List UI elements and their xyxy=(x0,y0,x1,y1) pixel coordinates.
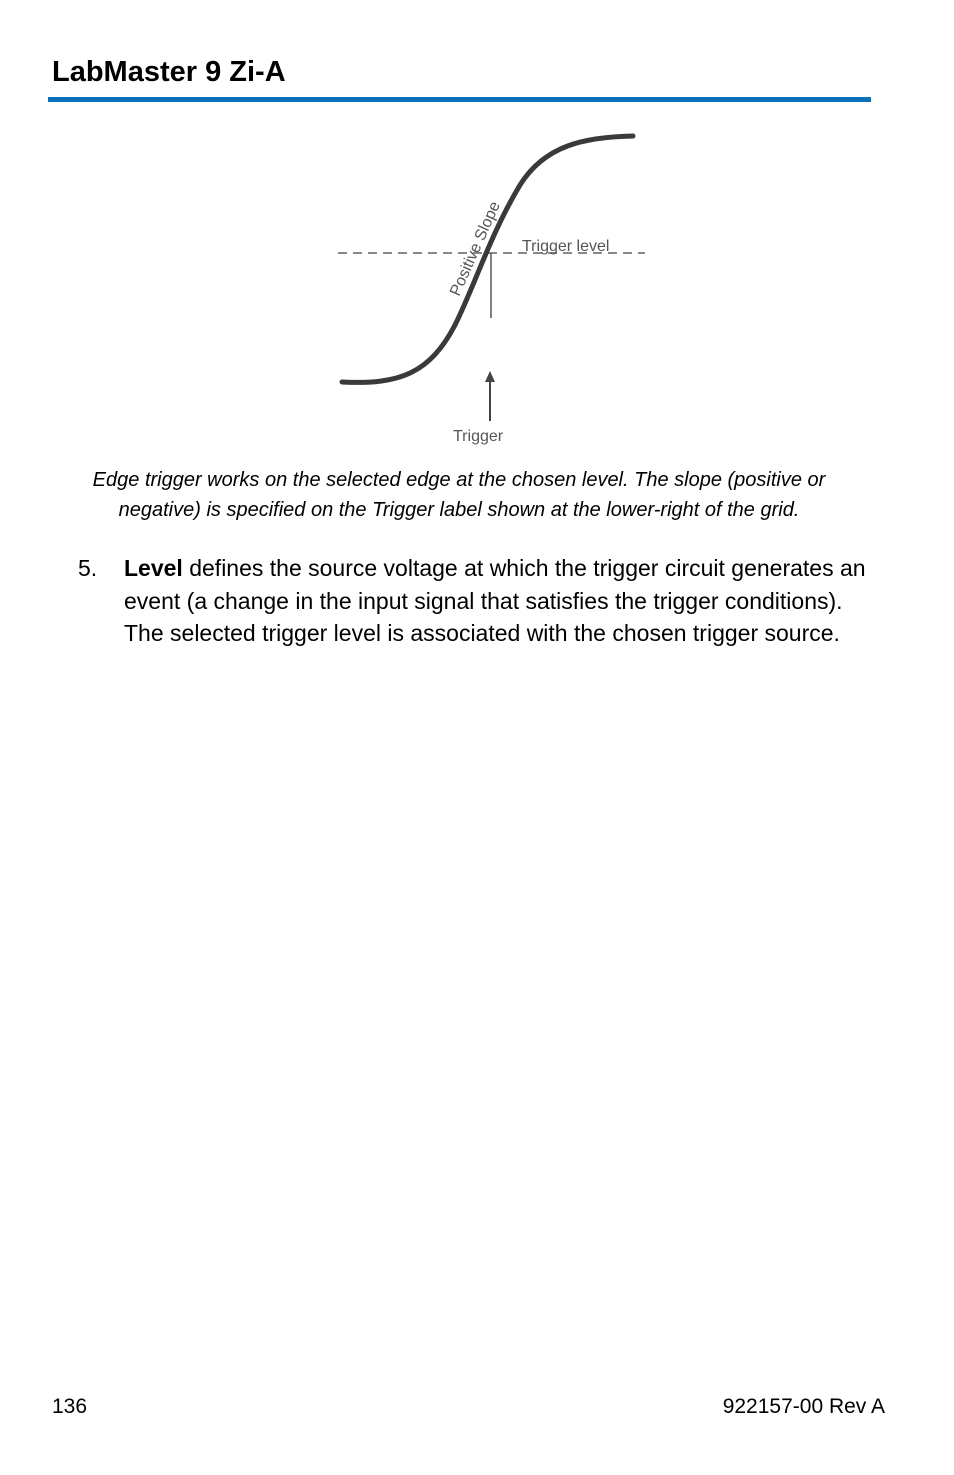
list-item-text xyxy=(124,552,884,650)
list-item-number: 5. xyxy=(78,555,98,581)
document-id: 922157-00 Rev A xyxy=(722,1395,885,1418)
list-item-term: Level xyxy=(124,555,183,581)
caption-line: negative) is specified on the Trigger label shown at the lower-right of the grid. xyxy=(118,499,800,521)
positive-slope-label: Positive Slope xyxy=(447,199,504,299)
page-number: 136 xyxy=(52,1395,88,1418)
trigger-label: Trigger xyxy=(453,428,504,445)
trigger-level-label: Trigger level xyxy=(522,238,610,255)
header-divider xyxy=(48,97,871,102)
positive-slope-curve xyxy=(342,136,633,382)
page-header-title: LabMaster 9 Zi-A xyxy=(52,56,286,88)
caption-line: Edge trigger works on the selected edge at the chosen level. The slope (positive or xyxy=(92,469,826,491)
trigger-arrow-icon xyxy=(485,371,495,382)
edge-trigger-figure xyxy=(330,125,660,455)
figure-caption xyxy=(40,465,878,525)
list-item-description: defines the source voltage at which the trigger circuit generates an event (a change in the input signal that satisfies the trigger conditions). The selected trigger level is associated with the chosen trigger source. xyxy=(124,555,866,646)
